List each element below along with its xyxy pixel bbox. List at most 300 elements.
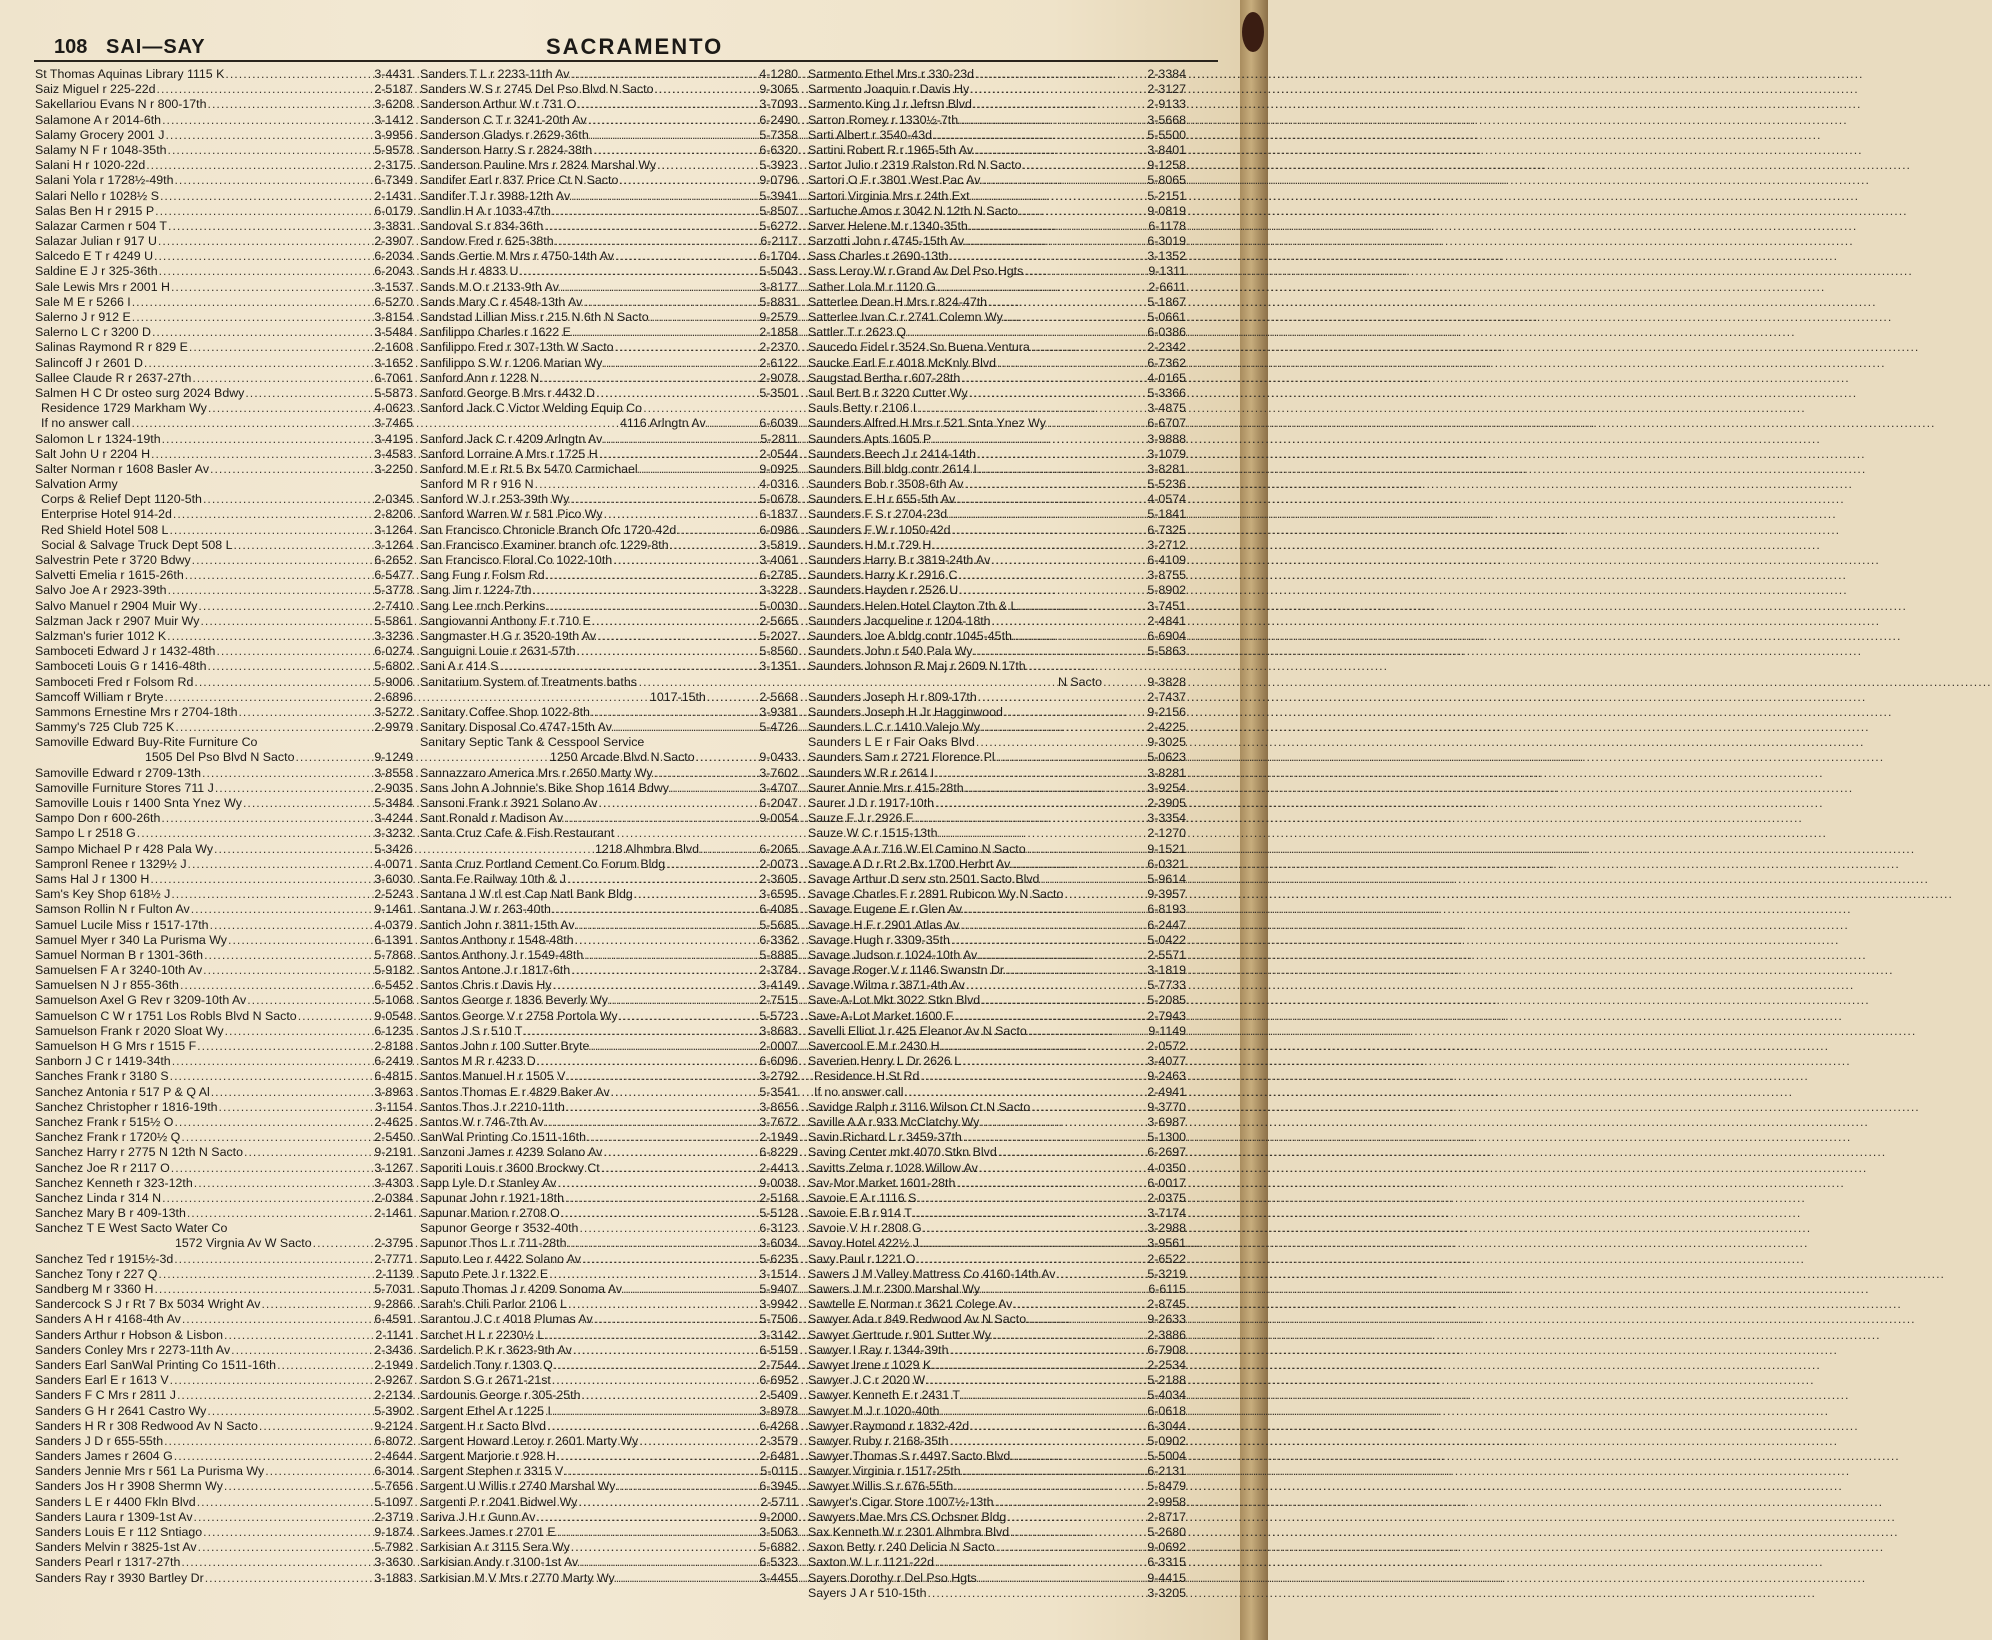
listing-entry xyxy=(35,1388,413,1403)
dot-leader xyxy=(1103,675,1146,690)
listing-entry xyxy=(420,918,798,933)
listing-name: Savy Paul r 1221 O xyxy=(808,1251,916,1266)
listing-phone: 2-9133 xyxy=(1147,97,1186,112)
dot-leader xyxy=(594,1312,759,1327)
listing-name: Sandifer Earl r 837 Price Ct N Sacto xyxy=(420,173,619,188)
listing-phone: 6-0321 xyxy=(1147,856,1186,871)
listing-phone: 2-3795 xyxy=(374,1236,413,1251)
listing-name: Savercool E M r 2430 H xyxy=(808,1039,940,1053)
dot-leader xyxy=(615,340,759,355)
dot-leader xyxy=(552,902,759,917)
dot-leader xyxy=(1040,872,1146,887)
dot-leader xyxy=(997,356,1146,371)
listing-name: Salzman's furier 1012 K xyxy=(35,628,167,643)
listing-phone: 6-0017 xyxy=(1147,1175,1186,1190)
listing-name: Saxon Betty r 240 Delicia N Sacto xyxy=(808,1540,995,1555)
dot-leader xyxy=(540,371,758,386)
listing-entry xyxy=(420,1130,798,1145)
dot-leader xyxy=(207,1404,373,1419)
listing-name: Sakellariou Evans N r 800-17th xyxy=(35,97,207,112)
dot-leader xyxy=(572,325,759,340)
listing-entry xyxy=(808,614,1186,629)
listing-name: Corps & Relief Dept 1120-5th xyxy=(41,492,202,507)
dot-leader xyxy=(961,1388,1146,1403)
listing-entry xyxy=(808,857,1186,872)
dot-leader xyxy=(978,1571,1147,1586)
listing-name: Sanders Arthur r Hobson & Lisbon xyxy=(35,1327,224,1342)
listing-entry xyxy=(420,629,798,644)
listing-name: Saunders Joseph H Jr Hagginwood xyxy=(808,704,1003,719)
listing-entry xyxy=(35,857,413,872)
listing-name: Sanderson Gladys r 2629-36th xyxy=(420,127,589,142)
dot-leader xyxy=(1028,1024,1148,1039)
dot-leader xyxy=(565,1191,758,1206)
listing-name: San Francisco Floral Co 1022-10th xyxy=(420,553,613,567)
listing-phone: 3-1351 xyxy=(759,659,798,674)
listing-phone: 2-5409 xyxy=(759,1388,798,1403)
listing-phone: 2-1431 xyxy=(374,188,413,203)
dot-leader xyxy=(677,523,758,538)
listing-phone: 9-1258 xyxy=(1147,158,1186,173)
listing-entry xyxy=(808,189,1186,204)
listing-entry xyxy=(808,1479,1186,1494)
listing-phone: 2-0544 xyxy=(759,446,798,461)
listing-name: 1572 Virgnia Av W Sacto xyxy=(175,1236,312,1251)
dot-leader xyxy=(950,1343,1147,1358)
listing-phone: 3-4707 xyxy=(759,780,798,795)
listing-entry xyxy=(808,963,1186,978)
listing-entry xyxy=(420,1571,798,1586)
listing-entry xyxy=(420,113,798,128)
listing-phone: 3-8558 xyxy=(374,765,413,780)
listing-entry xyxy=(35,401,413,416)
listing-phone: 6-0274 xyxy=(374,644,413,659)
listing-entry xyxy=(420,1419,798,1434)
listing-entry xyxy=(35,1449,413,1464)
listing-phone: 9-0548 xyxy=(374,1008,413,1023)
listing-name: Santana J W r 263-40th xyxy=(420,902,551,917)
listing-name: Sanfilippo Fred r 307-13th W Sacto xyxy=(420,340,614,355)
listing-name: Samuelsen F A r 3240-10th Av xyxy=(35,963,203,978)
listing-entry xyxy=(808,477,1186,492)
listing-name: Sayers Dorothy r Del Pso Hgts xyxy=(808,1570,977,1585)
dot-leader xyxy=(191,902,374,917)
dot-leader xyxy=(613,553,758,568)
listing-name: Sands M O r 2133-9th Av xyxy=(420,279,559,294)
listing-entry xyxy=(35,1009,413,1024)
listing-entry xyxy=(420,295,798,310)
listing-phone: 2-1141 xyxy=(375,1327,413,1342)
dot-leader xyxy=(154,249,373,264)
listing-name: Sallee Claude R r 2637-27th xyxy=(35,370,192,385)
listing-phone: 2-8717 xyxy=(1147,1509,1186,1524)
listing-name: Salas Ben H r 2915 P xyxy=(35,203,155,218)
listing-phone: 9-2000 xyxy=(759,1509,798,1524)
listing-phone: 5-3541 xyxy=(759,1084,798,1099)
listing-name: Santos George V r 2758 Portola Wy xyxy=(420,1008,618,1023)
dot-leader xyxy=(162,113,373,128)
listing-entry xyxy=(420,887,798,902)
listing-phone: 9-1249 xyxy=(374,750,413,765)
page-number: 108 xyxy=(54,36,88,58)
listing-entry xyxy=(808,113,1186,128)
listing-entry xyxy=(808,918,1186,933)
dot-leader xyxy=(603,432,759,447)
listing-name: Sanitary Coffee Shop 1022-8th xyxy=(420,704,590,719)
dot-leader xyxy=(963,1130,1147,1145)
listing-name: Sandercock S J r Rt 7 Bx 5034 Wright Av xyxy=(35,1297,261,1312)
listing-name: Sargent Stephen r 3315 V xyxy=(420,1464,564,1479)
listing-entry xyxy=(420,234,798,249)
listing-entry xyxy=(420,766,798,781)
listing-entry xyxy=(35,1404,413,1419)
listing-phone: 3-7672 xyxy=(759,1114,798,1129)
dot-leader xyxy=(920,1069,1146,1084)
listing-entry xyxy=(35,781,413,796)
listing-name: Sax Kenneth W r 2301 Alhmbra Blvd xyxy=(808,1525,1010,1539)
dot-leader xyxy=(208,97,374,112)
listing-entry xyxy=(35,113,413,128)
listing-phone: 6-0386 xyxy=(1147,325,1186,340)
listing-name: Saunders Sam r 2721 Florence Pl xyxy=(808,750,995,765)
dot-leader xyxy=(650,310,759,325)
listing-entry xyxy=(808,492,1186,507)
dot-leader xyxy=(603,356,758,371)
listing-entry xyxy=(420,401,798,416)
dot-leader xyxy=(969,219,1148,234)
listing-entry xyxy=(808,811,1186,826)
listing-name: Santos J S r 510 T xyxy=(420,1023,523,1038)
listing-name: Sandifer T J r 3988-12th Av xyxy=(420,188,571,203)
dot-leader xyxy=(192,553,374,568)
listing-entry xyxy=(808,1191,1186,1206)
dot-leader xyxy=(144,356,374,371)
listing-phone: 4-0623 xyxy=(374,401,413,416)
listing-name: Sanders J D r 655-55th xyxy=(35,1433,164,1448)
listing-entry xyxy=(35,204,413,219)
listing-name: Samboceti Louis G r 1416-48th xyxy=(35,659,207,674)
listing-name: N Sacto xyxy=(1058,674,1103,689)
listing-phone: 3-4195 xyxy=(374,431,413,446)
listing-name: Sang Jim r 1224-7th xyxy=(420,583,532,598)
listing-entry xyxy=(808,143,1186,158)
dot-leader xyxy=(162,432,374,447)
listing-phone: 5-3219 xyxy=(1147,1266,1186,1281)
listing-phone: 2-3905 xyxy=(1147,796,1186,810)
listing-name: 1505 Del Pso Blvd N Sacto xyxy=(145,750,295,765)
dot-leader xyxy=(571,963,758,978)
listing-entry xyxy=(420,67,798,82)
listing-entry xyxy=(420,1540,798,1555)
dot-leader xyxy=(194,675,373,690)
listing-name: Sanchez Christopher r 1816-19th xyxy=(35,1099,218,1114)
dot-leader xyxy=(962,1054,1146,1069)
listing-entry xyxy=(35,705,413,720)
dot-leader xyxy=(991,553,1146,568)
dot-leader xyxy=(520,264,759,279)
listing-entry xyxy=(420,902,798,917)
listing-phone: 2-3127 xyxy=(1147,82,1186,97)
listing-entry xyxy=(35,1571,413,1586)
listing-phone: 9-0692 xyxy=(1147,1540,1186,1555)
listing-phone: 2-2534 xyxy=(1147,1357,1186,1372)
listing-name: Salvestrin Pete r 3720 Bdwy xyxy=(35,553,191,567)
listing-entry xyxy=(35,1328,413,1343)
listing-name: Sanchez T E West Sacto Water Co xyxy=(35,1221,228,1236)
dot-leader xyxy=(954,1009,1146,1024)
listing-name: Sanders Pearl r 1317-27th xyxy=(35,1555,181,1570)
listing-entry xyxy=(808,1130,1186,1145)
dot-leader xyxy=(619,173,758,188)
listing-entry xyxy=(808,1586,1186,1601)
listing-name: Sapunor Thos L r 711-28th xyxy=(420,1236,567,1251)
dot-leader xyxy=(960,918,1146,933)
listing-name: Sawtelle E Norman r 3621 Colege Av xyxy=(808,1297,1013,1312)
dot-leader xyxy=(992,1328,1146,1343)
listing-name: Sanders Louis E r 112 Sntiago xyxy=(35,1525,203,1539)
dot-leader xyxy=(560,280,759,295)
dot-leader xyxy=(916,1252,1146,1267)
listing-entry xyxy=(35,371,413,386)
listing-name: Sanborn J C r 1419-34th xyxy=(35,1054,171,1069)
dot-leader xyxy=(204,948,373,963)
dot-leader xyxy=(917,1191,1146,1206)
listing-entry xyxy=(420,1085,798,1100)
dot-leader xyxy=(923,1221,1147,1236)
listing-entry xyxy=(420,1373,798,1388)
listing-entry xyxy=(808,1252,1186,1267)
listing-entry xyxy=(35,1069,413,1084)
listing-phone: 6-7349 xyxy=(374,173,413,188)
listing-name: Saunders Helen Hotel Clayton 7th & L xyxy=(808,598,1018,613)
listing-phone: 6-1704 xyxy=(759,249,798,264)
running-head: SAI—SAY xyxy=(106,36,206,58)
listing-name: Sawyer Kenneth E r 2431 T xyxy=(808,1388,960,1403)
listing-phone: 9-2463 xyxy=(1147,1069,1186,1084)
listing-entry xyxy=(808,538,1186,553)
listing-phone: 6-5452 xyxy=(374,978,413,993)
listing-entry xyxy=(808,416,1186,431)
listing-name: Sanchez Kenneth r 323-12th xyxy=(35,1175,193,1190)
listing-entry xyxy=(420,280,798,295)
dot-leader xyxy=(545,1115,759,1130)
dot-leader xyxy=(165,128,373,143)
dot-leader xyxy=(238,705,373,720)
listing-name: Sartini Robert R r 1965-5th Av xyxy=(808,142,974,157)
listing-phone: 2-1858 xyxy=(759,325,798,340)
listing-name: Samuel Myer r 340 La Purisma Wy xyxy=(35,932,228,947)
listing-phone: 3-4583 xyxy=(374,446,413,461)
listing-entry xyxy=(420,963,798,978)
listing-phone: 5-2680 xyxy=(1147,1525,1186,1539)
dot-leader xyxy=(545,1328,758,1343)
dot-leader xyxy=(926,1373,1146,1388)
dot-leader xyxy=(549,1267,758,1282)
dot-leader xyxy=(500,659,759,674)
dot-leader xyxy=(203,963,373,978)
listing-phone: 9-1521 xyxy=(1147,841,1186,856)
listing-phone: 3-4303 xyxy=(374,1175,413,1190)
dot-leader xyxy=(192,371,373,386)
dot-leader xyxy=(980,1115,1146,1130)
dot-leader xyxy=(132,295,374,310)
listing-phone: 6-2697 xyxy=(1147,1145,1186,1160)
listing-name: Santana J W rl est Cap Natl Bank Bldg xyxy=(420,887,633,902)
listing-name: Sangiovanni Anthony F r 710 E xyxy=(420,613,591,628)
listing-name: Sang Lee rnch Perkins xyxy=(420,598,546,613)
listing-entry xyxy=(420,1525,798,1540)
listing-entry xyxy=(420,872,798,887)
listing-name: Sawyer's Cigar Store 1007½-13th xyxy=(808,1494,994,1509)
listing-entry xyxy=(35,766,413,781)
listing-phone: 2-6611 xyxy=(1148,279,1186,294)
listing-entry xyxy=(35,507,413,522)
dot-leader xyxy=(231,1343,373,1358)
listing-phone: 3-3354 xyxy=(1147,811,1186,826)
listing-phone: 5-3426 xyxy=(374,841,413,856)
dot-leader xyxy=(1019,204,1146,219)
listing-name: Sanders W S r 2745 Del Pso Blvd N Sacto xyxy=(420,82,654,97)
listing-phone: 6-2490 xyxy=(759,112,798,127)
listing-name: Saurer J D r 1917-10th xyxy=(808,796,935,810)
listing-entry xyxy=(420,857,798,872)
listing-phone: 5-7358 xyxy=(759,127,798,142)
listing-entry xyxy=(420,462,798,477)
listing-name: Saunders Joe A bldg contr 1045-45th xyxy=(808,628,1012,643)
listing-phone: 6-4268 xyxy=(759,1418,798,1433)
listing-phone: 2-5168 xyxy=(759,1190,798,1205)
listing-name: Residence 1729 Markham Wy xyxy=(41,401,207,416)
listing-phone: 5-8902 xyxy=(1147,583,1186,598)
city-title: SACRAMENTO xyxy=(546,34,724,59)
listing-name: Sanfilippo S W r 1206 Marian Wy xyxy=(420,355,603,370)
dot-leader xyxy=(261,1297,373,1312)
listing-phone: 3-8401 xyxy=(1147,142,1186,157)
listing-phone: 3-8978 xyxy=(759,1403,798,1418)
listing-name: Sauze W C r 1515-13th xyxy=(808,826,938,841)
listing-entry xyxy=(808,796,1186,811)
listing-name: Sanchez Ted r 1915½-3d xyxy=(35,1251,174,1266)
listing-entry xyxy=(808,1328,1186,1343)
listing-name: Santos Thos J r 2210-11th xyxy=(420,1099,565,1114)
listing-phone: 3-6595 xyxy=(759,887,798,902)
listing-phone: 5-0902 xyxy=(1147,1433,1186,1448)
listing-entry xyxy=(808,462,1186,477)
listing-phone: 2-2370 xyxy=(759,340,798,355)
listing-phone: 2-2134 xyxy=(374,1388,413,1403)
listing-entry xyxy=(420,1388,798,1403)
listing-name: Sanchez Tony r 227 Q xyxy=(35,1266,158,1281)
listing-phone: 6-1837 xyxy=(759,507,798,522)
listing-name: Sarmento Joaquin r Davis Hy xyxy=(808,82,970,97)
listing-phone: 3-6987 xyxy=(1147,1114,1186,1129)
listing-entry xyxy=(420,842,798,857)
listing-name: Sampronl Renee r 1329½ J xyxy=(35,856,187,871)
listing-entry xyxy=(35,599,413,614)
listing-phone: 3-8154 xyxy=(374,310,413,324)
dot-leader xyxy=(164,1434,373,1449)
listing-phone: 6-1391 xyxy=(374,932,413,947)
listing-entry xyxy=(808,1145,1186,1160)
listing-phone: 2-0073 xyxy=(759,856,798,871)
listing-entry xyxy=(420,1145,798,1160)
listing-phone: 2-1270 xyxy=(1147,826,1186,841)
listing-phone: 2-9078 xyxy=(759,370,798,385)
listing-entry xyxy=(420,1236,798,1251)
listing-entry xyxy=(420,599,798,614)
listing-name: Saunders Jacqueline r 1204-18th xyxy=(808,613,991,628)
listing-name: Samboceti Fred r Folsom Rd xyxy=(35,674,194,689)
listing-name: Sartori Virginia Mrs r 24th Ext xyxy=(808,188,970,203)
listing-phone: 2-3784 xyxy=(759,963,798,978)
listing-name: Samboceti Edward J r 1432-48th xyxy=(35,644,216,659)
dot-leader xyxy=(161,811,373,826)
listing-name: Sariva J H r Gunn Av xyxy=(420,1509,536,1524)
listing-phone: 6-6952 xyxy=(759,1373,798,1388)
listing-name: Sansoni Frank r 3921 Solano Av xyxy=(420,796,598,810)
header-rule xyxy=(34,60,1218,62)
dot-leader xyxy=(996,1540,1147,1555)
dot-leader xyxy=(1031,1100,1146,1115)
listing-entry xyxy=(35,796,413,811)
listing-entry xyxy=(420,1343,798,1358)
listing-phone: 3-5484 xyxy=(374,325,413,340)
listing-phone: 3-1079 xyxy=(1147,446,1186,461)
listing-entry xyxy=(420,659,798,674)
listing-phone: 6-2419 xyxy=(374,1054,413,1069)
listing-name: Saxton W L r 1121-22d xyxy=(808,1555,935,1570)
listing-entry xyxy=(808,523,1186,538)
dot-leader xyxy=(172,1054,374,1069)
dot-leader xyxy=(599,796,759,811)
listing-name: Salani H r 1020-22d xyxy=(35,158,146,173)
listing-name: Sarantou J C r 4018 Plumas Av xyxy=(420,1312,593,1327)
dot-leader xyxy=(932,1358,1146,1373)
listing-name: Sampo Michael P r 428 Pala Wy xyxy=(35,841,214,856)
listing-name: Santos Manuel H r 1505 V xyxy=(420,1069,566,1084)
dot-leader xyxy=(155,204,373,219)
dot-leader xyxy=(265,1464,373,1479)
listing-name: Sarzotti John r 4745-15th Av xyxy=(808,234,965,249)
listing-entry xyxy=(35,1176,413,1191)
dot-leader xyxy=(210,462,373,477)
dot-leader xyxy=(552,204,759,219)
listing-entry xyxy=(808,1343,1186,1358)
dot-leader xyxy=(566,1069,758,1084)
dot-leader xyxy=(917,401,1146,416)
dot-leader xyxy=(951,933,1147,948)
listing-entry xyxy=(808,1540,1186,1555)
dot-leader xyxy=(611,1085,759,1100)
dot-leader xyxy=(225,67,373,82)
listing-entry xyxy=(35,67,413,82)
listing-name: Sanders Ray r 3930 Bartley Dr xyxy=(35,1570,204,1585)
dot-leader xyxy=(533,583,759,598)
listing-name: Savage A A r 716 W El Camino N Sacto xyxy=(808,841,1026,856)
listing-entry xyxy=(35,690,413,705)
listing-phone: 2-1949 xyxy=(374,1357,413,1372)
listing-entry xyxy=(808,325,1186,340)
listing-name: Savage Arthur D serv stn 2501 Sacto Blvd xyxy=(808,871,1040,886)
dot-leader xyxy=(654,766,759,781)
listing-entry xyxy=(35,644,413,659)
listing-phone: 3-3228 xyxy=(759,583,798,598)
listing-entry xyxy=(35,1130,413,1145)
listing-name: Saunders L C r 1410 Valejo Wy xyxy=(808,720,981,735)
listing-name: Sanders Melvin r 3825-1st Av xyxy=(35,1540,197,1555)
listing-name: Savoie E B r 914 T xyxy=(808,1206,912,1221)
listing-name: Sanderson Pauline Mrs r 2824 Marshal Wy xyxy=(420,158,657,173)
